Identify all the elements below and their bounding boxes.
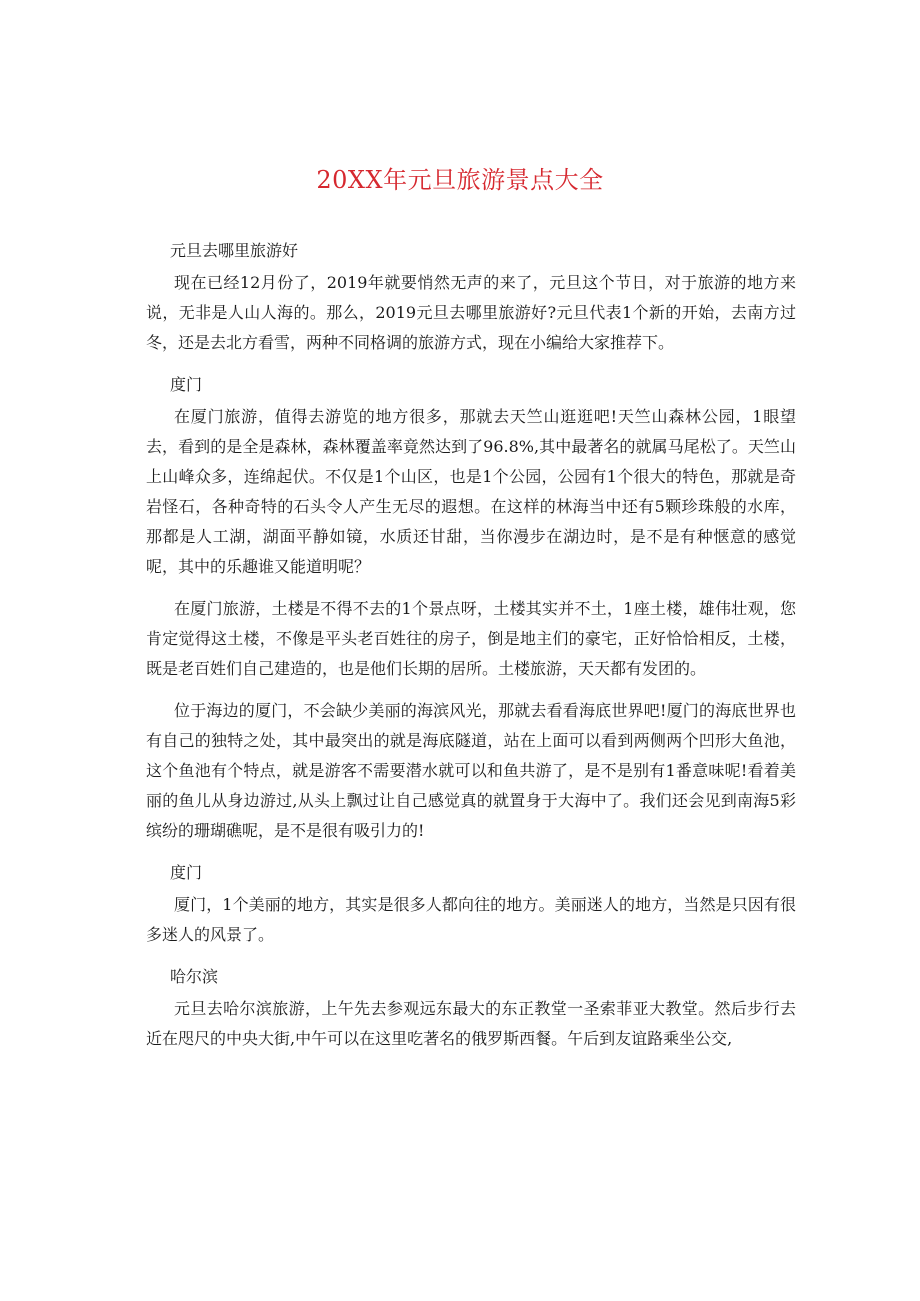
document-body — [146, 236, 796, 1066]
section-heading: 度门 — [170, 375, 203, 394]
paragraph: 厦门，1个美丽的地方，其实是很多人都向往的地方。美丽迷人的地方，当然是只因有很多迷人的风景了。 — [146, 895, 796, 944]
paragraph: 现在已经12月份了，2019年就要悄然无声的来了，元旦这个节日，对于旅游的地方来说，无非是人山人海的。那么，2019元旦去哪里旅游好?元旦代表1个新的开始，去南方过冬，还是去北方看雪，两种不同格调的旅游方式，现在小编给大家推荐下。 — [146, 273, 796, 352]
paragraph: 在厦门旅游，值得去游览的地方很多，那就去天竺山逛逛吧!天竺山森林公园，1眼望去，看到的是全是森林，森林覆盖率竟然达到了96.8%,其中最著名的就属马尾松了。天竺山上山峰众多，连绵起伏。不仅是1个山区，也是1个公园，公园有1个很大的特色，那就是奇岩怪石，各种奇特的石头令人产生无尽的遐想。在这样的林海当中还有5颗珍珠般的水库，那都是人工湖，湖面平静如镜，水质还甘甜，当你漫步在湖边时，是不是有种惬意的感觉呢，其中的乐趣谁又能道明呢？ — [146, 407, 796, 576]
paragraph: 元旦去哈尔滨旅游，上午先去参观远东最大的东正教堂一圣索菲亚大教堂。然后步行去近在咫尺的中央大街,中午可以在这里吃著名的俄罗斯西餐。午后到友谊路乘坐公交, — [146, 999, 796, 1048]
section-heading: 元旦去哪里旅游好 — [170, 241, 299, 260]
paragraph: 在厦门旅游，土楼是不得不去的1个景点呀，土楼其实并不土，1座土楼，雄伟壮观，您肯定觉得这土楼，不像是平头老百姓往的房子，倒是地主们的豪宅，正好恰恰相反，土楼，既是老百姓们自己建造的，也是他们长期的居所。土楼旅游，天天都有发团的。 — [146, 599, 796, 678]
section-heading: 哈尔滨 — [170, 967, 219, 986]
document-title: 20XX年元旦旅游景点大全 — [316, 166, 604, 194]
section-heading: 度门 — [170, 863, 203, 882]
paragraph: 位于海边的厦门，不会缺少美丽的海滨风光，那就去看看海底世界吧!厦门的海底世界也有自己的独特之处，其中最突出的就是海底隧道，站在上面可以看到两侧两个凹形大鱼池，这个鱼池有个特点，就是游客不需要潜水就可以和鱼共游了，是不是别有1番意味呢!看着美丽的鱼儿从身边游过,从头上飘过让自己感觉真的就置身于大海中了。我们还会见到南海5彩缤纷的珊瑚礁呢，是不是很有吸引力的! — [146, 701, 796, 840]
